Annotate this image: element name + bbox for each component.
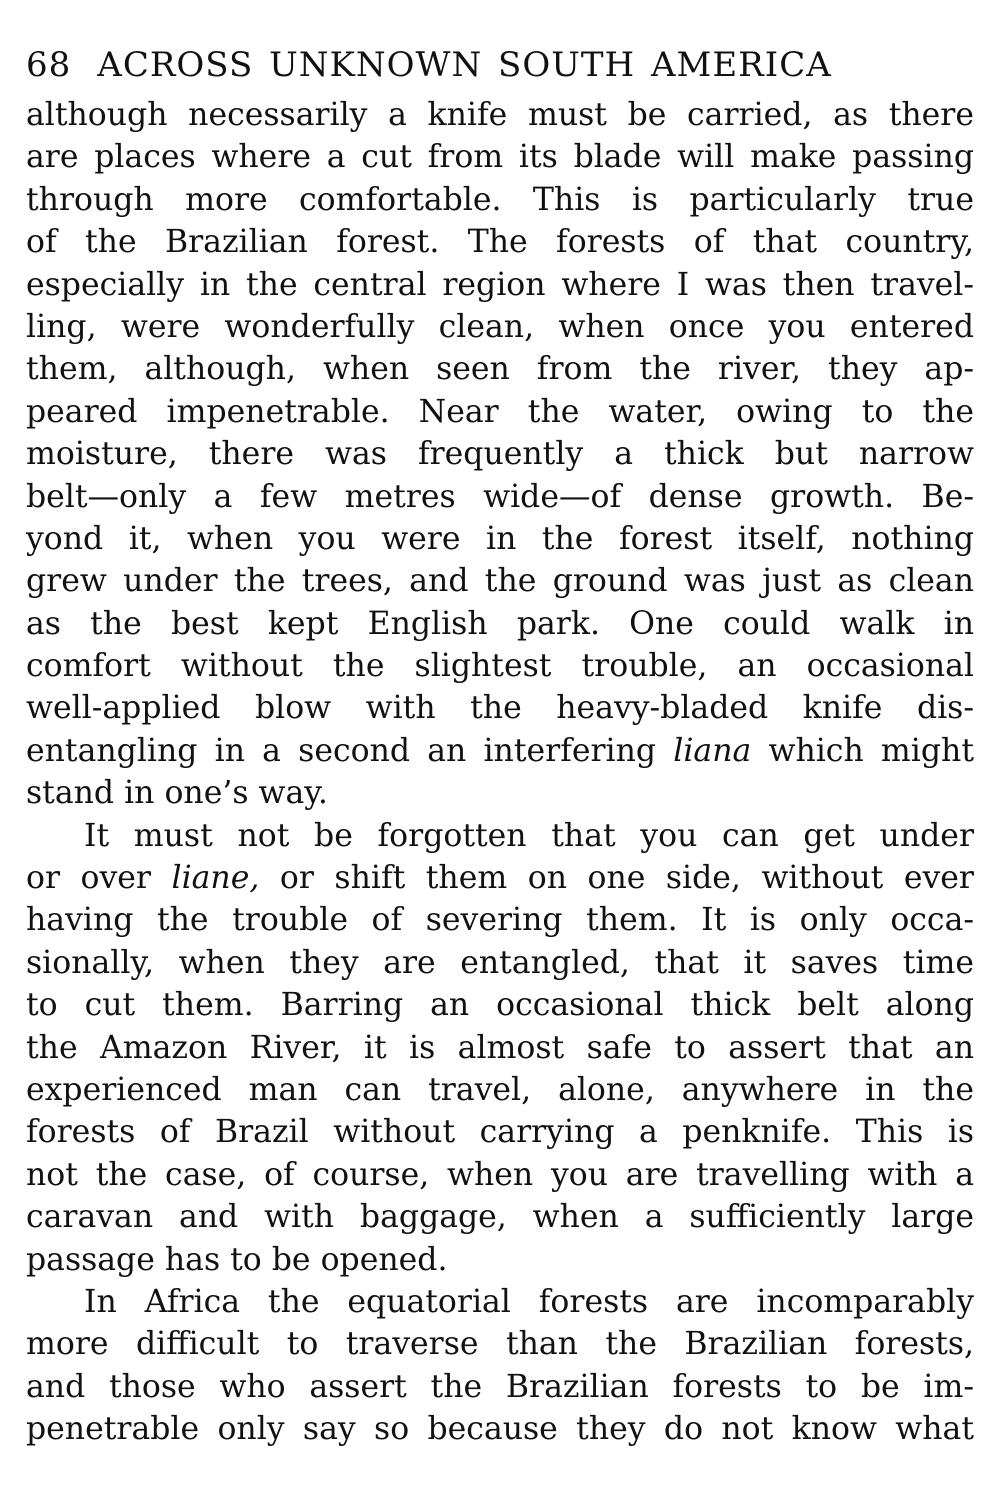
text-segment: or shift them on one side, without ever — [259, 860, 974, 897]
text-line: to cut them. Barring an occasional thick belt along — [26, 987, 974, 1024]
text-line-with-italic — [26, 857, 974, 899]
text-line: penetrable only say so because they do not know what — [26, 1411, 974, 1448]
text-line: not the case, of course, when you are travelling with a — [26, 1156, 974, 1193]
text-line: yond it, when you were in the forest itself, nothing — [26, 520, 974, 557]
text-line: through more comfortable. This is particularly true — [26, 181, 974, 218]
text-line: ling, were wonderfully clean, when once you entered — [26, 308, 974, 345]
running-title: ACROSS UNKNOWN SOUTH AMERICA — [97, 45, 832, 85]
text-segment: which might — [751, 732, 974, 769]
text-line: peared impenetrable. Near the water, owing to the — [26, 393, 974, 430]
paragraph-3 — [26, 1281, 974, 1451]
italic-term: liana — [673, 732, 752, 769]
text-line: them, although, when seen from the river, they ap- — [26, 351, 974, 388]
page-header — [26, 42, 974, 88]
text-line: and those who assert the Brazilian forests to be im- — [26, 1368, 974, 1405]
page-number: 68 — [26, 45, 72, 85]
text-line: forests of Brazil without carrying a penknife. This is — [26, 1114, 974, 1151]
italic-term: liane, — [171, 860, 260, 897]
text-line: especially in the central region where I was then travel- — [26, 266, 974, 303]
text-line: stand in one’s way. — [26, 775, 328, 812]
text-line: caravan and with baggage, when a sufficiently large — [26, 1199, 974, 1236]
text-line: more difficult to traverse than the Brazilian forests, — [26, 1326, 974, 1363]
text-line: the Amazon River, it is almost safe to assert that an — [26, 1029, 974, 1066]
text-line: passage has to be opened. — [26, 1241, 448, 1278]
text-line: of the Brazilian forest. The forests of that country, — [26, 224, 974, 261]
text-line: moisture, there was frequently a thick but narrow — [26, 436, 974, 473]
text-segment: or over — [26, 860, 172, 897]
text-segment: entangling in a second an interfering — [26, 732, 674, 769]
text-line: as the best kept English park. One could walk in — [26, 605, 974, 642]
text-line-with-italic — [26, 730, 974, 772]
text-line: sionally, when they are entangled, that it saves time — [26, 944, 974, 981]
paragraph-1 — [26, 94, 974, 815]
book-page — [26, 42, 974, 1451]
text-line: experienced man can travel, alone, anywhere in the — [26, 1071, 974, 1108]
text-line: comfort without the slightest trouble, an occasional — [26, 648, 974, 685]
text-line: are places where a cut from its blade will make passing — [26, 139, 974, 176]
text-line: belt—only a few metres wide—of dense growth. Be- — [26, 478, 974, 515]
text-line: although necessarily a knife must be carried, as there — [26, 97, 974, 133]
text-line: having the trouble of severing them. It is only occa- — [26, 902, 974, 939]
text-line: grew under the trees, and the ground was just as clean — [26, 563, 974, 600]
text-line: It must not be forgotten that you can get under — [84, 817, 974, 854]
paragraph-2 — [26, 815, 974, 1281]
text-line: well-applied blow with the heavy-bladed knife dis- — [26, 690, 974, 727]
text-line: In Africa the equatorial forests are incomparably — [84, 1283, 974, 1320]
